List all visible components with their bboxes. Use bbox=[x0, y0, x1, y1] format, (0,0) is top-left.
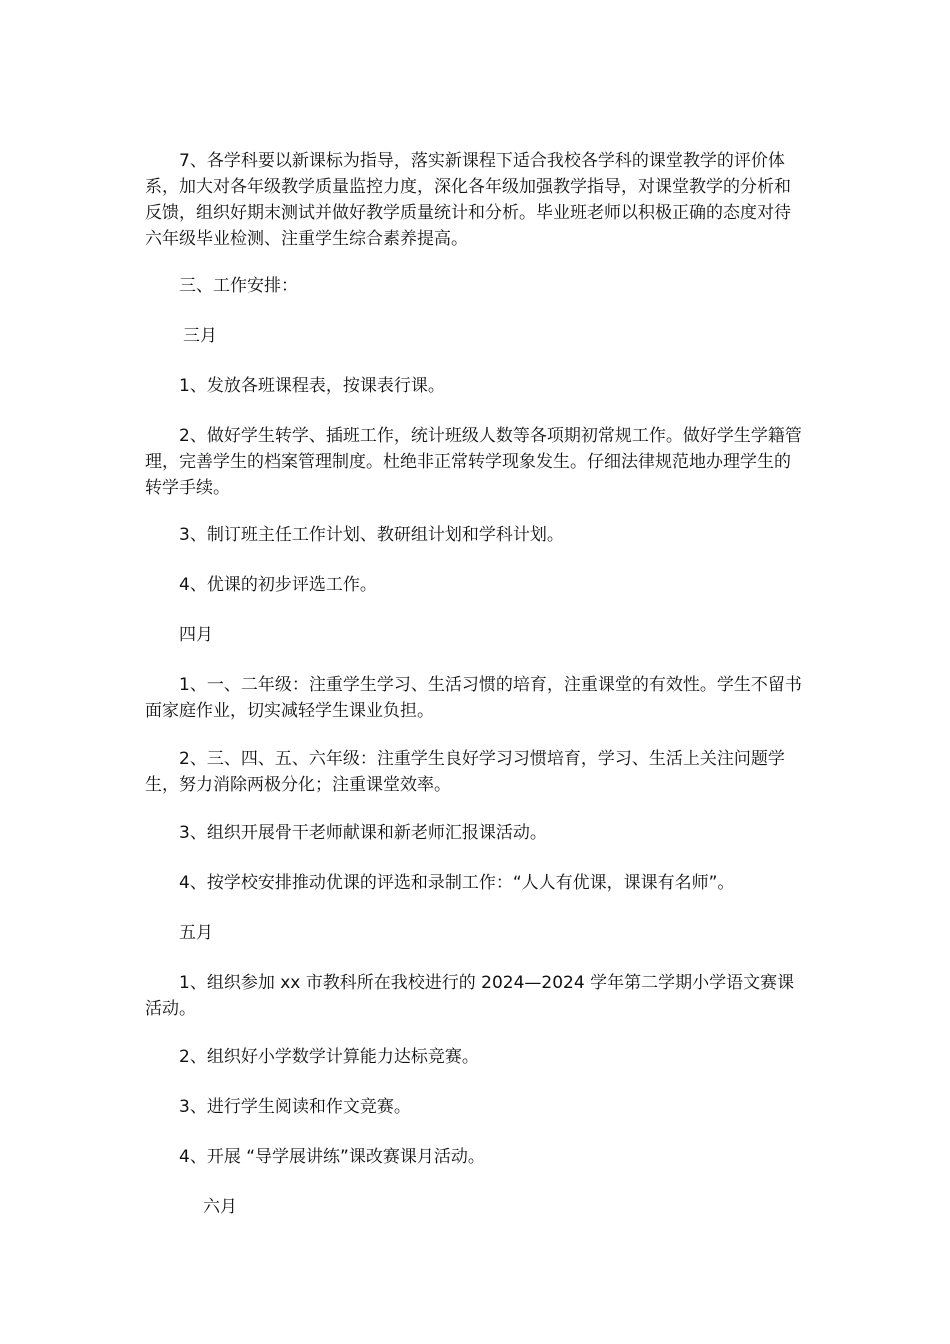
april-item-3: 3、组织开展骨干老师献课和新老师汇报课活动。 bbox=[179, 823, 547, 843]
month-heading-april: 四月 bbox=[179, 625, 213, 645]
march-item-3: 3、制订班主任工作计划、教研组计划和学科计划。 bbox=[179, 525, 564, 545]
march-item-1: 1、发放各班课程表，按课表行课。 bbox=[179, 376, 445, 396]
month-heading-march: 三月 bbox=[183, 326, 217, 346]
month-heading-may: 五月 bbox=[179, 923, 213, 943]
month-heading-june: 六月 bbox=[203, 1197, 237, 1217]
may-item-4: 4、开展 “导学展讲练”课改赛课月活动。 bbox=[179, 1147, 485, 1167]
paragraph-item-7: 7、各学科要以新课标为指导，落实新课程下适合我校各学科的课堂教学的评价体系，加大对各年级教学质量监控力度，深化各年级加强教学指导，对课堂教学的分析和反馈，组织好期末测试并做好教学质量统计和分析。毕业班老师以积极正确的态度对待六年级毕业检测、注重学生综合素养提高。 bbox=[145, 151, 791, 249]
may-item-3: 3、进行学生阅读和作文竞赛。 bbox=[179, 1097, 411, 1117]
may-item-2: 2、组织好小学数学计算能力达标竞赛。 bbox=[179, 1047, 479, 1067]
april-item-1: 1、一、二年级：注重学生学习、生活习惯的培育，注重课堂的有效性。学生不留书面家庭作业，切实减轻学生课业负担。 bbox=[145, 675, 802, 721]
section-heading-work-arrangement: 三、工作安排： bbox=[179, 276, 298, 296]
april-item-2: 2、三、四、五、六年级：注重学生良好学习习惯培育，学习、生活上关注问题学生，努力消除两极分化；注重课堂效率。 bbox=[145, 749, 785, 795]
may-item-1: 1、组织参加 xx 市教科所在我校进行的 2024—2024 学年第二学期小学语文赛课活动。 bbox=[145, 973, 795, 1019]
march-item-4: 4、优课的初步评选工作。 bbox=[179, 575, 377, 595]
april-item-4: 4、按学校安排推动优课的评选和录制工作：“人人有优课，课课有名师”。 bbox=[179, 873, 735, 893]
march-item-2: 2、做好学生转学、插班工作，统计班级人数等各项期初常规工作。做好学生学籍管理，完善学生的档案管理制度。杜绝非正常转学现象发生。仔细法律规范地办理学生的转学手续。 bbox=[145, 426, 802, 498]
